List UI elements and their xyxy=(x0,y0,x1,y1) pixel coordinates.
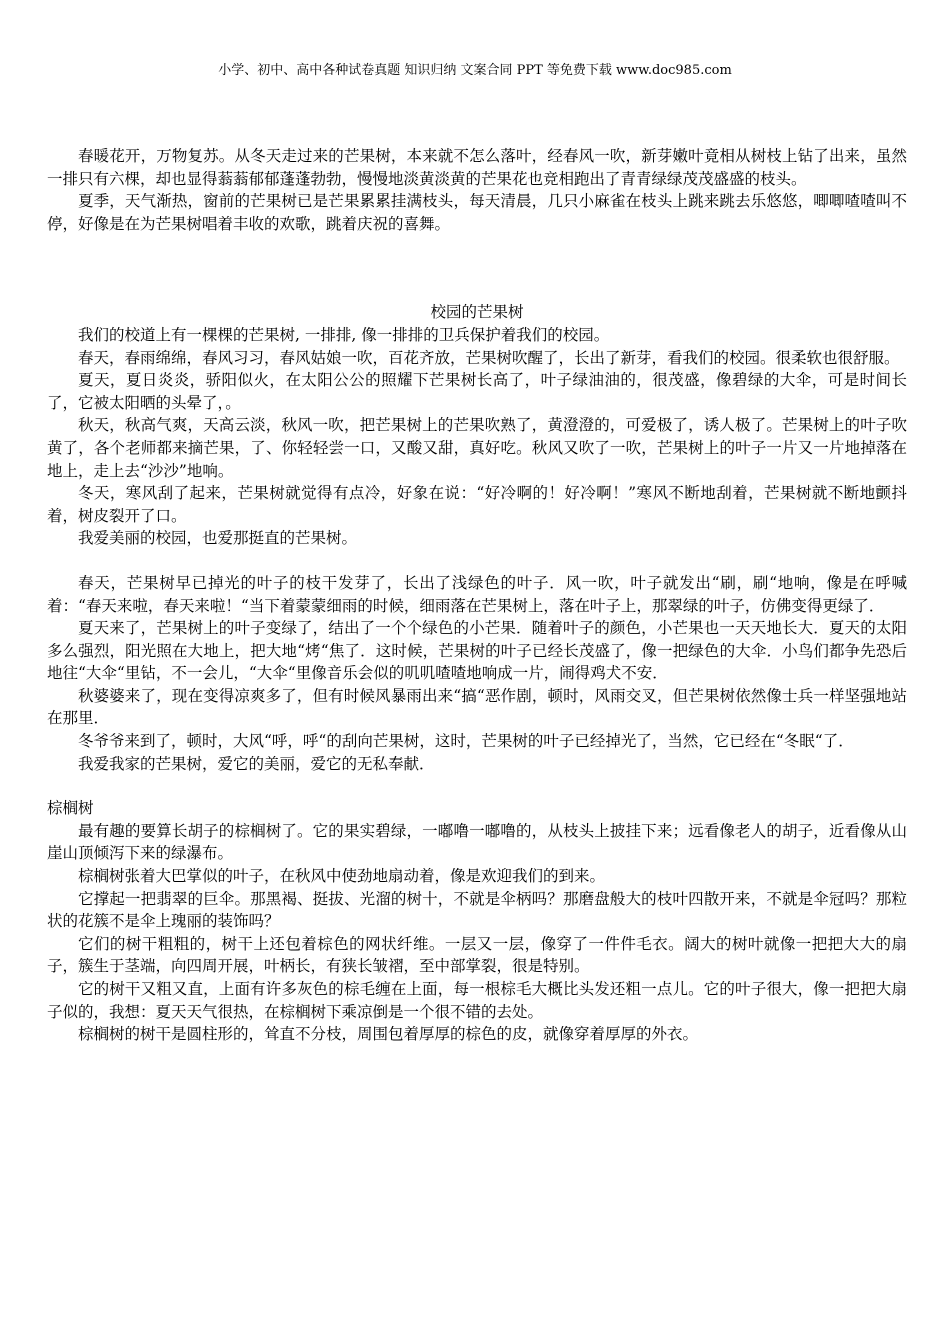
document-body xyxy=(47,145,907,1046)
section-title: 棕榈树 xyxy=(47,799,94,818)
paragraph: 春暖花开，万物复苏。从冬天走过来的芒果树，本来就不怎么落叶，经春风一吹，新芽嫩叶竟相从树枝上钻了出来，虽然一排只有六棵，却也显得蓊蓊郁郁蓬蓬勃勃，慢慢地淡黄淡黄的芒果花也竞相跑出了青青绿绿茂茂盛盛的枝头。 xyxy=(47,147,907,188)
paragraph: 秋天，秋高气爽，天高云淡，秋风一吹，把芒果树上的芒果吹熟了，黄澄澄的，可爱极了，诱人极了。芒果树上的叶子吹黄了，各个老师都来摘芒果，了、你轻轻尝一口，又酸又甜，真好吃。秋风又吹了一吹，芒果树上的叶子一片又一片地掉落在地上，走上去“沙沙”地响。 xyxy=(47,416,907,480)
paragraph: 夏天来了，芒果树上的叶子变绿了，结出了一个个绿色的小芒果．随着叶子的颜色，小芒果也一天天地长大．夏天的太阳多么强烈，阳光照在大地上，把大地“烤“焦了．这时候，芒果树的叶子已经长茂盛了，像一把绿色的大伞．小鸟们都争先恐后地往“大伞“里钻，不一会儿，“大伞“里像音乐会似的叽叽喳喳地响成一片，闹得鸡犬不安． xyxy=(47,619,907,683)
paragraph: 它们的树干粗粗的，树干上还包着棕色的网状纤维。一层又一层，像穿了一件件毛衣。阔大的树叶就像一把把大大的扇子，簇生于茎端，向四周开展，叶柄长，有狭长皱褶，至中部掌裂，很是特别。 xyxy=(47,934,907,976)
paragraph: 最有趣的要算长胡子的棕榈树了。它的果实碧绿，一嘟噜一嘟噜的，从枝头上披挂下来；远看像老人的胡子，近看像从山崖山顶倾泻下来的绿瀑布。 xyxy=(47,821,907,863)
paragraph: 我爱美丽的校园，也爱那挺直的芒果树。 xyxy=(78,529,358,548)
paragraph: 春天，春雨绵绵，春风习习，春风姑娘一吹，百花齐放，芒果树吹醒了，长出了新芽，看我们的校园。很柔软也很舒服。 xyxy=(78,348,900,367)
paragraph: 冬天，寒风刮了起来，芒果树就觉得有点冷，好象在说：“好冷啊的！好冷啊！”寒风不断地刮着，芒果树就不断地颤抖着，树皮裂开了口。 xyxy=(47,484,907,525)
section-title: 校园的芒果树 xyxy=(430,303,524,322)
paragraph: 棕榈树的树干是圆柱形的，耸直不分枝，周围包着厚厚的棕色的皮，就像穿着厚厚的外衣。 xyxy=(78,1025,699,1044)
paragraph: 夏季，天气渐热，窗前的芒果树已是芒果累累挂满枝头，每天清晨，几只小麻雀在枝头上跳来跳去乐悠悠，唧唧喳喳叫不停，好像是在为芒果树唱着丰收的欢歌，跳着庆祝的喜舞。 xyxy=(47,192,907,233)
paragraph: 秋婆婆来了，现在变得凉爽多了，但有时候风暴雨出来“搞“恶作剧，顿时，风雨交叉，但芒果树依然像士兵一样坚强地站在那里． xyxy=(47,686,907,728)
paragraph: 棕榈树张着大巴掌似的叶子，在秋风中使劲地扇动着，像是欢迎我们的到来。 xyxy=(78,867,606,886)
paragraph: 它的树干又粗又直，上面有许多灰色的棕毛缠在上面，每一根棕毛大概比头发还粗一点儿。它的叶子很大，像一把把大扇子似的，我想：夏天天气很热，在棕榈树下乘凉倒是一个很不错的去处。 xyxy=(47,980,907,1021)
paragraph: 春天，芒果树早已掉光的叶子的枝干发芽了，长出了浅绿色的叶子．风一吹，叶子就发出“刷，刷“地响，像是在呼喊着：“春天来啦，春天来啦！“当下着蒙蒙细雨的时候，细雨落在芒果树上，落在叶子上，那翠绿的叶子，仿佛变得更绿了． xyxy=(47,573,907,615)
paragraph: 冬爷爷来到了，顿时，大风“呼，呼“的刮向芒果树，这时，芒果树的叶子已经掉光了，当然，它已经在“冬眠“了． xyxy=(78,732,854,751)
paragraph: 它撑起一把翡翠的巨伞。那黑褐、挺拔、光溜的树十，不就是伞柄吗？那磨盘般大的枝叶四散开来，不就是伞冠吗？那粒状的花簇不是伞上瑰丽的装饰吗？ xyxy=(47,889,907,931)
paragraph: 我爱我家的芒果树，爱它的美丽，爱它的无私奉献． xyxy=(78,754,435,773)
page-header: 小学、初中、高中各种试卷真题 知识归纳 文案合同 PPT 等免费下载 www.doc985.com xyxy=(218,63,732,78)
paragraph: 我们的校道上有一棵棵的芒果树, 一排排, 像一排排的卫兵保护着我们的校园。 xyxy=(78,325,610,344)
paragraph: 夏天，夏日炎炎，骄阳似火，在太阳公公的照耀下芒果树长高了，叶子绿油油的，很茂盛，像碧绿的大伞，可是时间长了，它被太阳晒的头晕了，。 xyxy=(47,371,907,412)
